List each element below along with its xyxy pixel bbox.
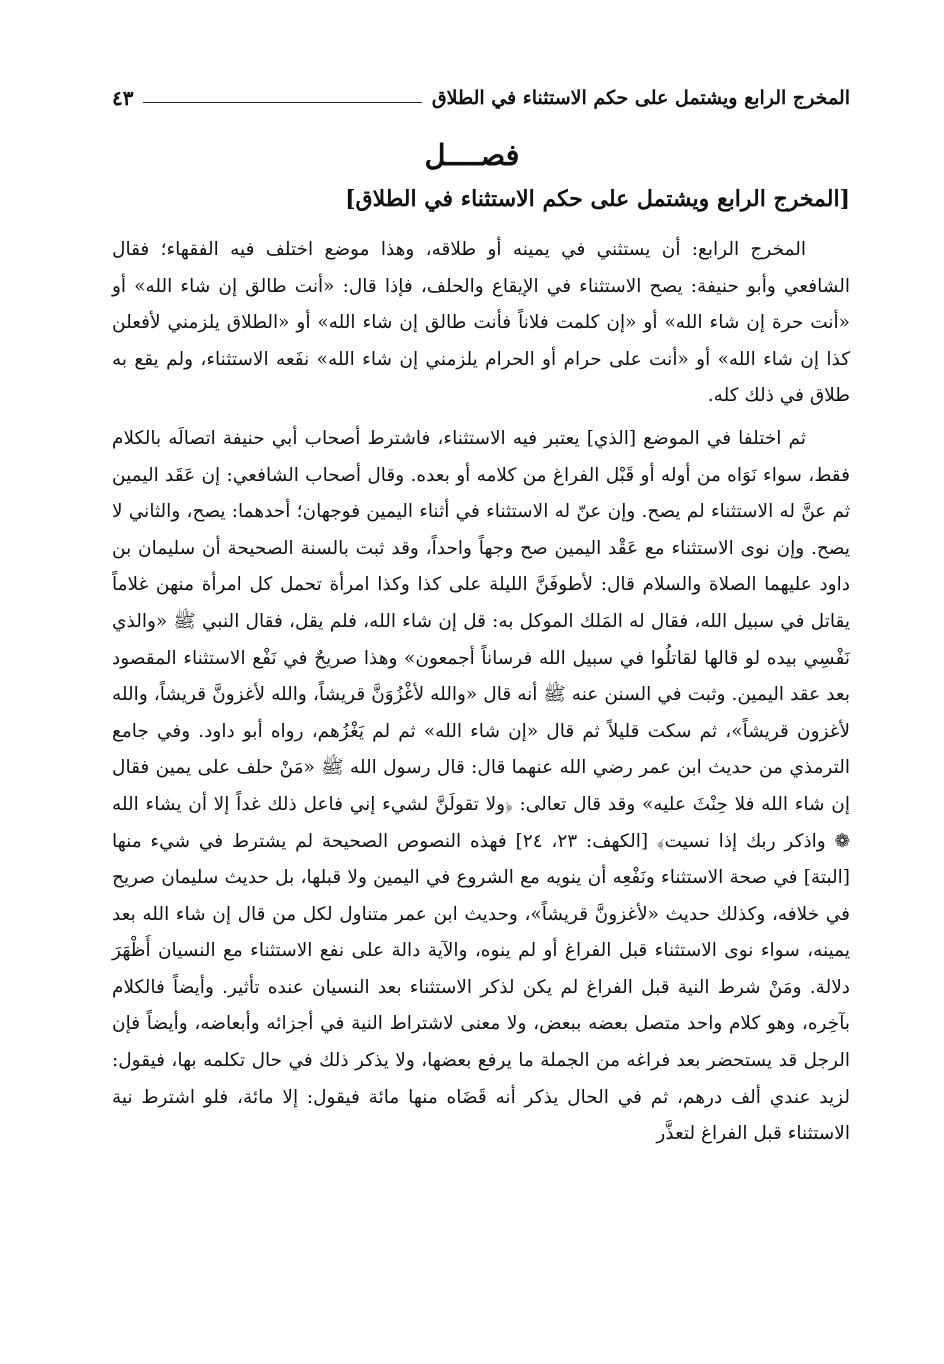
paragraph: المخرج الرابع: أن يستثني في يمينه أو طلاقه، وهذا موضع اختلف فيه الفقهاء؛ فقال الشافعي وأبو حنيفة: يصح الاستثناء في الإيقاع والحلف، فإذا قال: «أنت طالق إن شاء الله» أو «أنت حرة إن شاء الله» أو «إن كلمت فلاناً فأنت طالق إن شاء الله» أو «الطلاق يلزمني لأفعلن كذا إن شاء الله» أو «أنت على حرام أو الحرام يلزمني إن شاء الله» نفَعه الاستثناء، ولم يقع به طلاق في ذلك كله. — [112, 239, 850, 407]
running-header — [112, 78, 850, 118]
section-subtitle: [المخرج الرابع ويشتمل على حكم الاستثناء في الطلاق] — [345, 186, 850, 212]
header-rule — [143, 102, 421, 103]
running-title: المخرج الرابع ويشتمل على حكم الاستثناء في الطلاق — [431, 87, 850, 109]
page-number: ٤٣ — [112, 86, 134, 110]
body-text — [112, 232, 850, 1159]
section-title: فصــــل — [424, 138, 520, 172]
paragraph: ثم اختلفا في الموضع [الذي] يعتبر فيه الاستثناء، فاشترط أصحاب أبي حنيفة اتصالَه بالكلام فقط، سواء نَوَاه من أوله أو قَبْل الفراغ من كلامه أو بعده. وقال أصحاب الشافعي: إن عَقَد اليمين ثم عنَّ له الاستثناء لم يصح. وإن عنّ له الاستثناء في أثناء اليمين فوجهان؛ أحدهما: يصح، والثاني لا يصح. وإن نوى الاستثناء مع عَقْد اليمين صح وجهاً واحداً، وقد ثبت بالسنة الصحيحة أن سليمان بن داود عليهما الصلاة والسلام قال: لأطوفَنَّ الليلة على كذا وكذا امرأة تحمل كل امرأة منهن غلاماً يقاتل في سبيل الله، فقال له المَلك الموكل به: قل إن شاء الله، فلم يقل، فقال النبي ﷺ «والذي نَفْسِي بيده لو قالها لقاتلُوا في سبيل الله فرساناً أجمعون» وهذا صريحٌ في نَفْع الاستثناء المقصود بعد عقد اليمين. وثبت في السنن عنه ﷺ أنه قال «والله لأغْزُوَنَّ قريشاً، والله لأغزونَّ قريشاً، والله لأغزون قريشاً»، ثم سكت قليلاً ثم قال «إن شاء الله» ثم لم يَغْزُهم، رواه أبو داود. وفي جامع الترمذي من حديث ابن عمر رضي الله عنهما قال: قال رسول الله ﷺ «مَنْ حلف على يمين فقال إن شاء الله فلا حِنْثَ عليه» وقد قال تعالى: ﴿ولا تقولَنَّ لشيء إني فاعل ذلك غداً إلا أن يشاء الله ❁ واذكر ربك إذا نسيت﴾ [الكهف: ٢٣، ٢٤] فهذه النصوص الصحيحة لم يشترط في شيء منها [البتة] في صحة الاستثناء ونَفْعِه أن ينويه مع الشروع في اليمين ولا قبلها، بل حديث سليمان صريح في خلافه، وكذلك حديث «لأغزونَّ قريشاً»، وحديث ابن عمر متناول لكل من قال إن شاء الله بعد يمينه، سواء نوى الاستثناء قبل الفراغ أو لم ينوه، والآية دالة على نفع الاستثناء مع النسيان أَظْهَرَ دلالة. ومَنْ شرط النية قبل الفراغ لم يكن لذكر الاستثناء بعد النسيان عنده تأثير. وأيضاً فالكلام بآخِره، وهو كلام واحد متصل بعضه ببعض، ولا معنى لاشتراط النية في أجزائه وأبعاضه، وأيضاً فإن الرجل قد يستحضر بعد فراغه من الجملة ما يرفع بعضها، ولا يذكر ذلك في حال تكلمه بها، فيقول: لزيد عندي ألف درهم، ثم في الحال يذكر أنه قَضَاه منها مائة فيقول: إلا مائة، فلو اشترط نية الاستثناء قبل الفراغ لتعذَّر — [112, 427, 851, 1145]
